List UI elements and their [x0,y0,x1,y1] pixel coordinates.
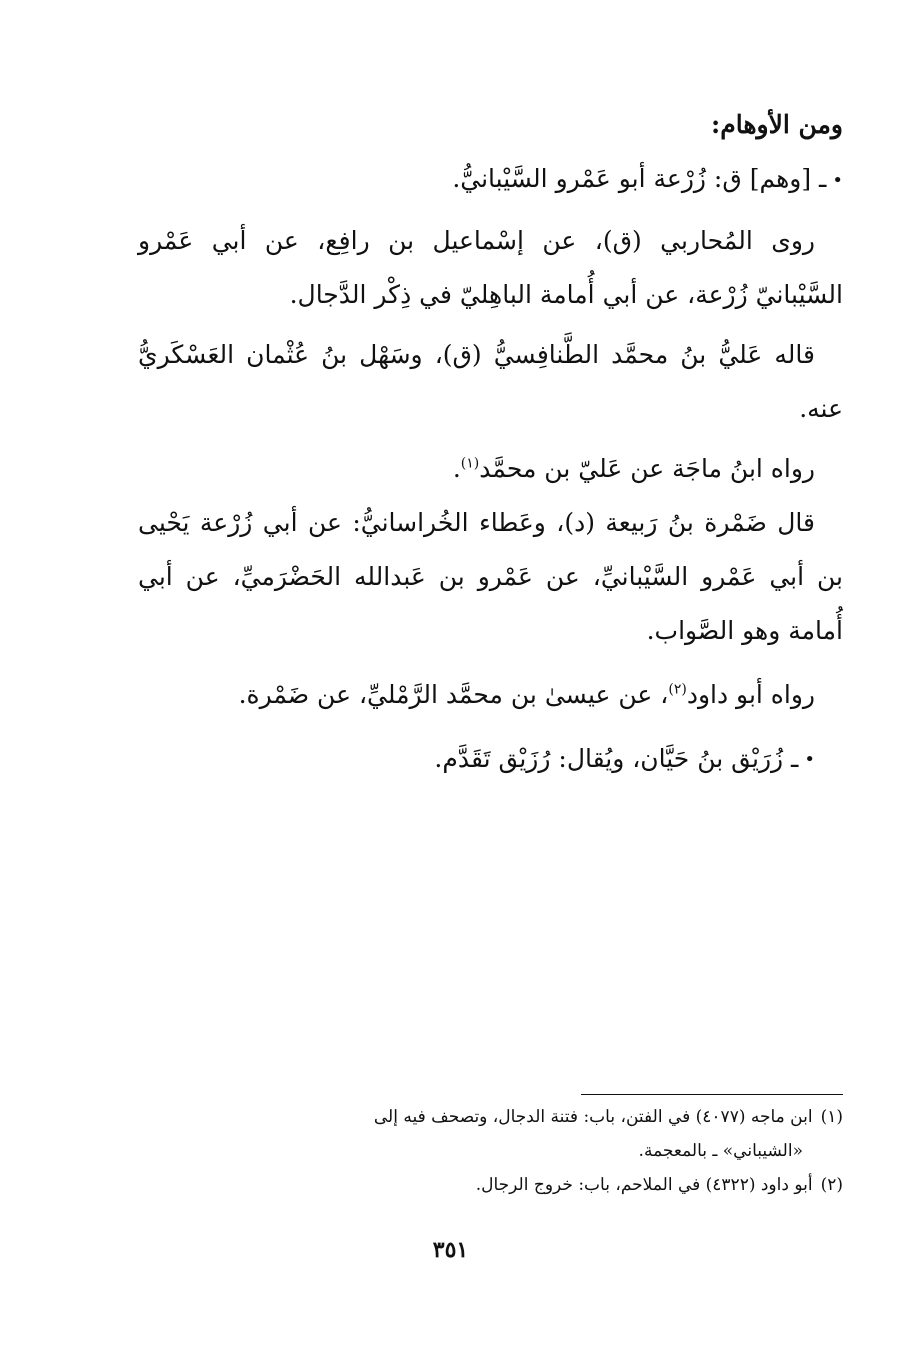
footnote-2-number: (٢) [820,1175,843,1195]
footnote-divider [581,1094,843,1095]
footnote-1-number: (١) [820,1107,843,1127]
entry-zurayq [138,732,843,788]
bullet-icon: • [804,749,815,770]
ibn-majah-text: رواه ابنُ ماجَة عن عَليّ بن محمَّد [479,453,815,483]
abu-dawud-text-before: رواه أبو داود [686,679,815,709]
bullet-icon: • [832,169,843,191]
main-text [138,98,843,787]
page-number: ٣٥١ [432,1237,469,1263]
footnote-2 [138,1168,843,1202]
paragraph-riwaya-muharibi: روى المُحاربي (ق)، عن إسْماعيل بن رافِع، عن أبي عَمْرو السَّيْبانيّ زُرْعة، عن أبي أُمامة الباهِليّ في ذِكْر الدَّجال. [138,225,843,309]
footnote-1 [138,1100,843,1134]
entry-zura [138,152,843,208]
footnote-ref-2[interactable]: (٢) [668,681,687,698]
footnote-ref-1[interactable]: (١) [460,455,480,472]
paragraph-qalahu: قاله عَليُّ بنُ محمَّد الطَّنافِسيُّ (ق)، وسَهْل بنُ عُثْمان العَسْكَريُّ عنه. [138,339,843,423]
footnote-2-text: أبو داود (٤٣٢٢) في الملاحم، باب: خروج الرجال. [475,1175,813,1195]
abu-dawud-text-after: ، عن عيسىٰ بن محمَّد الرَّمْليِّ، عن ضَمْرة. [238,679,669,709]
ibn-majah-end: . [452,453,461,483]
paragraph-ibn-majah [138,442,843,496]
footnote-1-text: ابن ماجه (٤٠٧٧) في الفتن، باب: فتنة الدجال، وتصحف فيه إلى [373,1107,813,1127]
section-heading: ومن الأوهام: [711,110,843,139]
paragraph-damra: قال ضَمْرة بنُ رَبيعة (د)، وعَطاء الخُراسانيُّ: عن أبي زُرْعة يَحْيى بن أبي عَمْرو السَّيْبانيِّ، عن عَمْرو بن عَبدالله الحَضْرَميِّ، عن أبي أُمامة وهو الصَّواب. [138,507,843,645]
paragraph-abu-dawud [138,668,843,722]
entry-zurayq-title: ـ زُرَيْق بنُ حَيَّان، ويُقال: رُزَيْق تَقَدَّم. [434,743,799,773]
footnote-1-continuation: «الشيباني» ـ بالمعجمة. [638,1141,803,1161]
footnotes [138,1100,843,1202]
entry-zura-title: ـ [وهم] ق: زُرْعة أبو عَمْرو السَّيْبانيُّ. [452,164,827,193]
